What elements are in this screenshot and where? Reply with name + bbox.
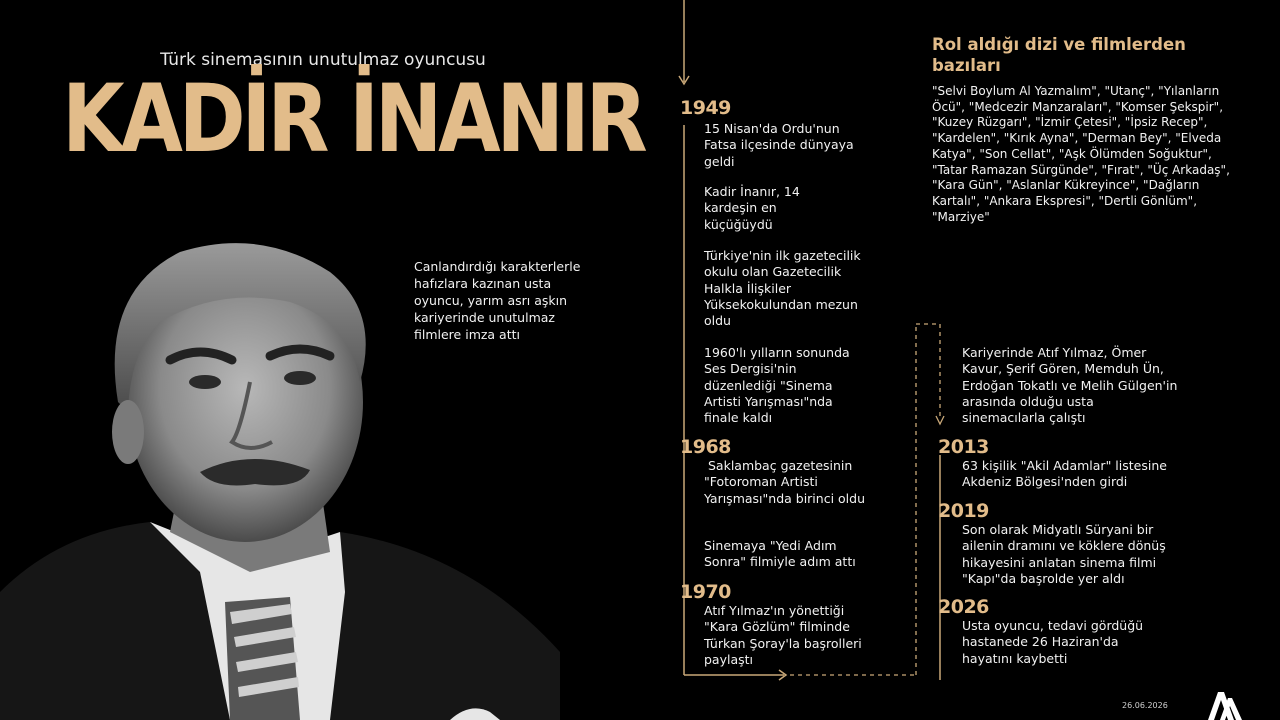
timeline-event: 1960'lı yılların sonunda Ses Dergisi'nin düzenlediği "Sinema Artisti Yarışması"nda finale kaldı bbox=[704, 345, 850, 426]
page-title: KADİR İNANIR bbox=[62, 65, 644, 174]
timeline-connector bbox=[790, 320, 950, 680]
timeline-event: 15 Nisan'da Ordu'nun Fatsa ilçesinde dünyaya geldi bbox=[704, 121, 854, 169]
roles-heading: Rol aldığı dizi ve filmlerden bazıları bbox=[932, 35, 1186, 75]
timeline-year-2026: 2026 bbox=[938, 596, 989, 618]
timeline-event: Türkiye'nin ilk gazetecilik okulu olan Gazetecilik Halkla İlişkiler Yüksekokulundan mezun oldu bbox=[704, 248, 861, 329]
timeline-year-1949: 1949 bbox=[680, 97, 731, 119]
roles-list: "Selvi Boylum Al Yazmalım", "Utanç", "Yılanların Öcü", "Medcezir Manzaraları", "Komser Şekspir", "Kuzey Rüzgarı", "İzmir Çetesi", "İpsiz Recep", "Kardelen", "Kırık Ayna", "Derman Bey", "Elveda Katya", "Son Cellat", "Aşk Ölümden Soğuktur", "Tatar Ramazan Sürgünde", "Fırat", "Üç Arkadaş", "Kara Gün", "Aslanlar Kükreyince", "Dağların Kartalı", "Ankara Ekspresi", "Dertli Gönlüm", "Marziye" bbox=[932, 84, 1230, 224]
timeline-event: 63 kişilik "Akil Adamlar" listesine Akdeniz Bölgesi'nden girdi bbox=[962, 458, 1167, 490]
timeline-event: Son olarak Midyatlı Süryani bir ailenin dramını ve köklere dönüş hikayesini anlatan sinema filmi "Kapı"da başrolde yer aldı bbox=[962, 522, 1166, 586]
timeline-year-1968: 1968 bbox=[680, 436, 731, 458]
career-text: Kariyerinde Atıf Yılmaz, Ömer Kavur, Şerif Gören, Memduh Ün, Erdoğan Tokatlı ve Melih Gülgen'in arasında olduğu usta sinemacılarla çalıştı bbox=[962, 345, 1178, 426]
intro-text: Canlandırdığı karakterlerle hafızlara kazınan usta oyuncu, yarım asrı aşkın kariyerinde unutulmaz filmlere imza attı bbox=[414, 259, 581, 342]
subtitle: Türk sinemasının unutulmaz oyuncusu bbox=[160, 50, 486, 70]
timeline-event: Atıf Yılmaz'ın yönettiği "Kara Gözlüm" filminde Türkan Şoray'la başrolleri paylaştı bbox=[704, 603, 862, 667]
timeline-year-1970: 1970 bbox=[680, 581, 731, 603]
timeline-event: Kadir İnanır, 14 kardeşin en küçüğüydü bbox=[704, 184, 800, 232]
date-stamp: 26.06.2026 bbox=[1122, 701, 1168, 710]
timeline-event: Saklambaç gazetesinin "Fotoroman Artisti Yarışması"nda birinci oldu bbox=[704, 458, 865, 506]
timeline-event: Usta oyuncu, tedavi gördüğü hastanede 26 Haziran'da hayatını kaybetti bbox=[962, 618, 1144, 666]
timeline-year-2013: 2013 bbox=[938, 436, 989, 458]
timeline-event: Sinemaya "Yedi Adım Sonra" filmiyle adım attı bbox=[704, 538, 856, 570]
timeline-year-2019: 2019 bbox=[938, 500, 989, 522]
aa-logo-icon bbox=[1206, 688, 1242, 720]
